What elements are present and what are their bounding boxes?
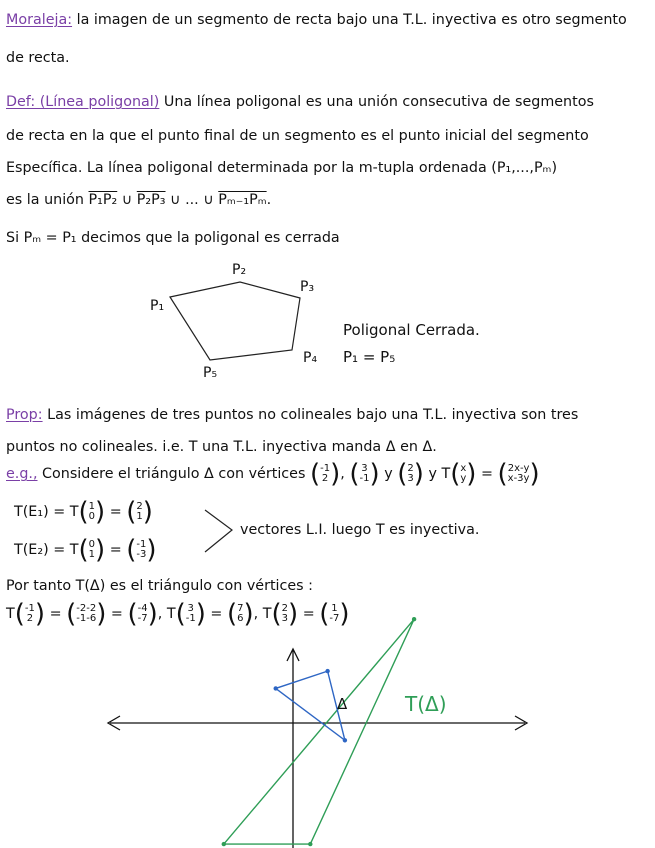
si-line: Si Pₘ = P₁ decimos que la poligonal es cerrada [6, 230, 340, 246]
li-line: vectores L.I. luego T es inyectiva. [240, 522, 480, 538]
label-p5: P₅ [203, 365, 218, 381]
xy-vector: x y [460, 463, 467, 484]
images-line: T(-1 2) = (-2-2 -1-6) = (-4 -7), T( 3 -1) = (7 6), T(2 3) = ( 1 -7) [6, 599, 350, 629]
period: . [266, 192, 272, 208]
def-line-3: Específica. La línea poligonal determinada por la m-tupla ordenada (P₁,...,Pₘ) [6, 160, 558, 176]
def-label: Def: (Línea poligonal) [6, 94, 160, 110]
segment-last: Pₘ₋₁Pₘ [218, 192, 267, 208]
img-v1-calc: -2-2 -1-6 [76, 603, 97, 624]
tri-orig-vertex-2 [343, 738, 347, 742]
prop-label: Prop: [6, 407, 43, 423]
tri-image-vertex-1 [222, 842, 226, 846]
Txy-vector: 2x-y x-3y [507, 463, 530, 484]
def-line-2: de recta en la que el punto final de un segmento es el punto inicial del segmento [6, 128, 589, 144]
te2-line: T(E₂) = T(0 1) = (-1 -3) [14, 535, 157, 565]
segment-p1p2: P₁P₂ [88, 192, 118, 208]
image-triangle [224, 619, 414, 844]
te2-text: T(E₂) = T [14, 542, 79, 558]
comma-1: , [157, 606, 163, 622]
eq-sign: = [480, 466, 493, 482]
eg-line: e.g., Considere el triángulo Δ con vértices (-1 2), ( 3 -1) y (2 3) y T(x y) = (2x-y x-3y) [6, 459, 540, 489]
moraleja-label: Moraleja: [6, 12, 73, 28]
por-tanto-line: Por tanto T(Δ) es el triángulo con vértices : [6, 578, 313, 594]
def-text-1: Una línea poligonal es una unión consecutiva de segmentos [159, 94, 594, 110]
img-v1-result: -4 -7 [137, 603, 148, 624]
moraleja-text: la imagen de un segmento de recta bajo una T.L. inyectiva es otro segmento [72, 12, 627, 28]
vertex-1: -1 2 [320, 463, 331, 484]
eg-y-1: y [384, 466, 393, 482]
e1-image: 2 1 [136, 501, 143, 522]
e2-image: -1 -3 [136, 539, 147, 560]
image-triangle-label: T(Δ) [405, 692, 447, 716]
tri-image-vertex-2 [412, 617, 416, 621]
te1-text: T(E₁) = T [14, 504, 79, 520]
e1-vector: 1 0 [88, 501, 95, 522]
union-symbol: ∪ [117, 192, 137, 208]
moraleja-line-2: de recta. [6, 50, 70, 66]
tri-image-vertex-3 [308, 842, 312, 846]
img-T-1: T [6, 606, 15, 622]
eg-label: e.g., [6, 466, 38, 482]
def-union-text: es la unión [6, 192, 89, 208]
label-p1: P₁ [150, 298, 165, 314]
eg-T: T [441, 466, 451, 482]
comma-2: , [253, 606, 259, 622]
tri-orig-vertex-1 [274, 686, 278, 690]
label-p3: P₃ [300, 279, 315, 295]
img-v2-arg: 3 -1 [185, 603, 196, 624]
e2-vector: 0 1 [88, 539, 95, 560]
img-T-3: T [262, 606, 272, 622]
label-p4: P₄ [303, 350, 318, 366]
img-v1-arg: -1 2 [24, 603, 35, 624]
te1-line: T(E₁) = T(1 0) = (2 1) [14, 497, 153, 527]
triangle-label: Δ [337, 695, 348, 713]
img-v3-result: 1 -7 [329, 603, 340, 624]
eg-y-2: y [428, 466, 437, 482]
segment-p2p3: P₂P₃ [136, 192, 166, 208]
img-v2-result: 7 6 [237, 603, 244, 624]
vertex-3: 2 3 [407, 463, 414, 484]
prop-text-1: Las imágenes de tres puntos no colineales bajo una T.L. inyectiva son tres [42, 407, 579, 423]
polygon-caption-2: P₁ = P₅ [343, 348, 396, 366]
vertex-2: 3 -1 [359, 463, 370, 484]
tri-orig-vertex-3 [325, 669, 329, 673]
union-dots: ∪ ... ∪ [165, 192, 219, 208]
eg-text: Considere el triángulo Δ con vértices [37, 466, 306, 482]
label-p2: P₂ [232, 262, 247, 278]
polygon-caption-1: Poligonal Cerrada. [343, 321, 480, 339]
prop-line-2: puntos no colineales. i.e. T una T.L. inyectiva manda Δ en Δ. [6, 439, 437, 455]
img-T-2: T [166, 606, 176, 622]
img-v3-arg: 2 3 [281, 603, 288, 624]
original-triangle [276, 671, 348, 740]
